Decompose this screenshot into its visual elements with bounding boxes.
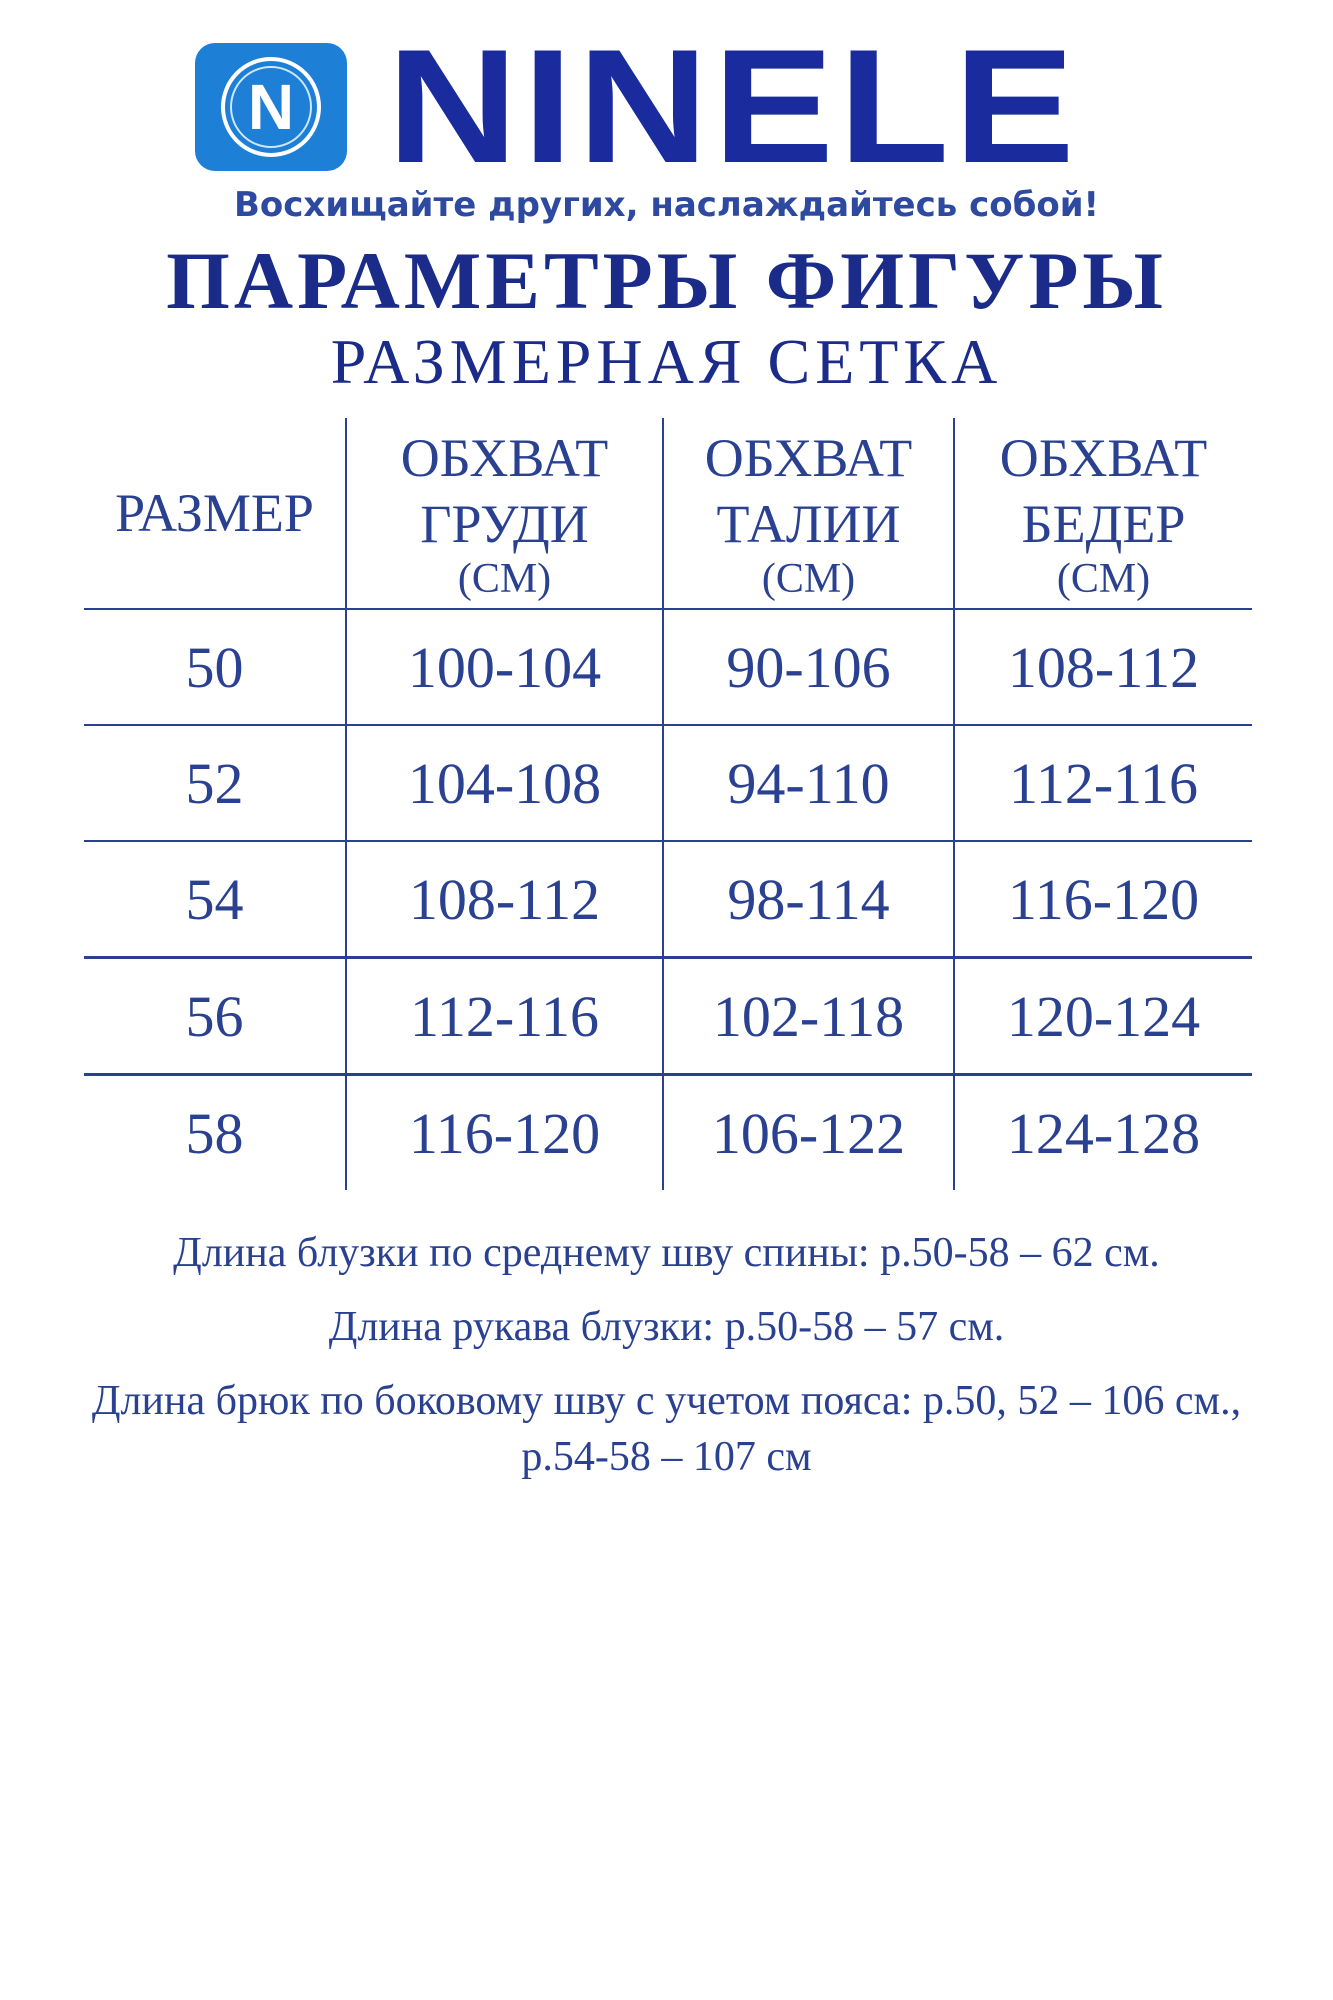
- header-hips: [954, 418, 1252, 609]
- table-row: [84, 1075, 1252, 1191]
- header-hips-line2: БЕДЕР: [1021, 494, 1186, 554]
- size-cell: 54: [84, 841, 346, 958]
- chest-cell: 116-120: [346, 1075, 663, 1191]
- header-hips-line1: ОБХВАТ: [999, 428, 1208, 488]
- hips-cell: 112-116: [954, 725, 1252, 841]
- header-waist: [663, 418, 954, 609]
- table-row: [84, 725, 1252, 841]
- size-cell: 50: [84, 609, 346, 725]
- page-title: ПАРАМЕТРЫ ФИГУРЫ: [166, 235, 1167, 326]
- logo-letter: N: [247, 71, 295, 143]
- size-cell: 52: [84, 725, 346, 841]
- hips-cell: 120-124: [954, 958, 1252, 1075]
- header-chest-unit: (СМ): [457, 556, 552, 602]
- waist-cell: 90-106: [663, 609, 954, 725]
- size-cell: 58: [84, 1075, 346, 1191]
- note-trousers-length: Длина брюк по боковому шву с учетом пояса: р.50, 52 – 106 см., р.54-58 – 107 см: [91, 1378, 1242, 1480]
- header-size: [84, 418, 346, 609]
- header-chest-line2: ГРУДИ: [420, 494, 589, 554]
- hips-cell: 116-120: [954, 841, 1252, 958]
- chest-cell: 104-108: [346, 725, 663, 841]
- waist-cell: 98-114: [663, 841, 954, 958]
- table-header-row: [84, 418, 1252, 609]
- header-chest: [346, 418, 663, 609]
- chest-cell: 108-112: [346, 841, 663, 958]
- page-subtitle: РАЗМЕРНАЯ СЕТКА: [330, 326, 1003, 397]
- size-chart-table: [84, 418, 1252, 1190]
- waist-cell: 102-118: [663, 958, 954, 1075]
- chest-cell: 112-116: [346, 958, 663, 1075]
- header-waist-line1: ОБХВАТ: [704, 428, 913, 488]
- note-blouse-length: Длина блузки по среднему шву спины: р.50-58 – 62 см.: [173, 1230, 1160, 1276]
- brand-header: [195, 16, 1080, 197]
- note-sleeve-length: Длина рукава блузки: р.50-58 – 57 см.: [328, 1304, 1005, 1350]
- waist-cell: 94-110: [663, 725, 954, 841]
- header-size-label: РАЗМЕР: [115, 483, 314, 543]
- header-hips-unit: (СМ): [1056, 556, 1151, 602]
- hips-cell: 108-112: [954, 609, 1252, 725]
- header-waist-unit: (СМ): [761, 556, 856, 602]
- header-chest-line1: ОБХВАТ: [400, 428, 609, 488]
- hips-cell: 124-128: [954, 1075, 1252, 1191]
- ninele-n-badge-icon: [195, 43, 347, 171]
- brand-name: NINELE: [387, 16, 1080, 197]
- size-cell: 56: [84, 958, 346, 1075]
- waist-cell: 106-122: [663, 1075, 954, 1191]
- table-row: [84, 841, 1252, 958]
- table-row: [84, 609, 1252, 725]
- measurement-notes: [0, 1225, 1333, 1485]
- header-waist-line2: ТАЛИИ: [716, 494, 901, 554]
- chest-cell: 100-104: [346, 609, 663, 725]
- table-row: [84, 958, 1252, 1075]
- brand-tagline: Восхищайте других, наслаждайтесь собой!: [233, 185, 1100, 225]
